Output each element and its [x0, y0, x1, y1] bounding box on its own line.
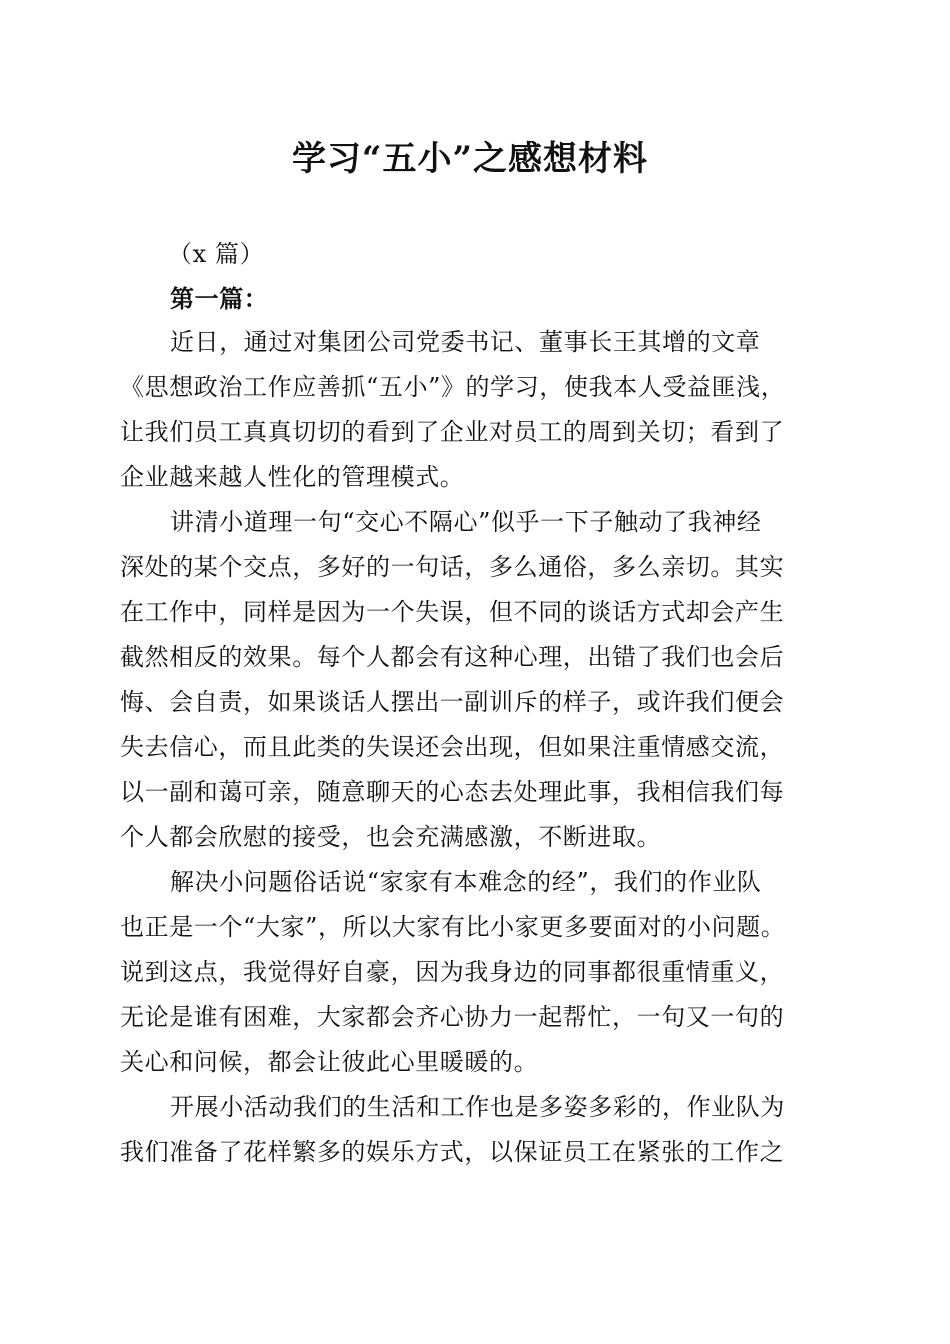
count-note: （x 篇）: [168, 240, 265, 268]
paragraph-line: 截然相反的效果。每个人都会有这种心理，出错了我们也会后: [120, 643, 785, 671]
paragraph-line: 我们准备了花样繁多的娱乐方式，以保证员工在紧张的工作之: [120, 1138, 785, 1166]
paragraph-line: 解决小问题俗话说“家家有本难念的经”，我们的作业队: [170, 868, 762, 896]
paragraph-line: 深处的某个交点，多好的一句话，多么通俗，多么亲切。其实: [120, 553, 785, 581]
document-title: 学习“五小”之感想材料: [291, 139, 649, 179]
paragraph-line: 说到这点，我觉得好自豪，因为我身边的同事都很重情重义，: [120, 958, 785, 986]
paragraph-line: 失去信心，而且此类的失误还会出现，但如果注重情感交流，: [120, 733, 785, 761]
paragraph-line: 开展小活动我们的生活和工作也是多姿多彩的，作业队为: [170, 1093, 785, 1121]
paragraph-line: 《思想政治工作应善抓“五小”》的学习，使我本人受益匪浅，: [120, 373, 786, 401]
paragraph-line: 关心和问候，都会让彼此心里暖暖的。: [120, 1048, 539, 1076]
paragraph-line: 企业越来越人性化的管理模式。: [120, 463, 465, 491]
paragraph-line: 也正是一个“大家”，所以大家有比小家更多要面对的小问题。: [120, 913, 786, 941]
paragraph-line: 以一副和蔼可亲，随意聊天的心态去处理此事，我相信我们每: [120, 778, 785, 806]
paragraph-line: 个人都会欣慰的接受，也会充满感激，不断进取。: [120, 823, 662, 851]
paragraph-line: 让我们员工真真切切的看到了企业对员工的周到关切；看到了: [120, 418, 785, 446]
paragraph-line: 在工作中，同样是因为一个失误，但不同的谈话方式却会产生: [120, 598, 785, 626]
paragraph-line: 近日，通过对集团公司党委书记、董事长王其增的文章: [170, 328, 761, 356]
section-heading: 第一篇：: [170, 284, 269, 313]
paragraph-line: 悔、会自责，如果谈话人摆出一副训斥的样子，或许我们便会: [120, 688, 785, 716]
paragraph-line: 无论是谁有困难，大家都会齐心协力一起帮忙，一句又一句的: [120, 1003, 785, 1031]
paragraph-line: 讲清小道理一句“交心不隔心”似乎一下子触动了我神经: [170, 508, 762, 536]
